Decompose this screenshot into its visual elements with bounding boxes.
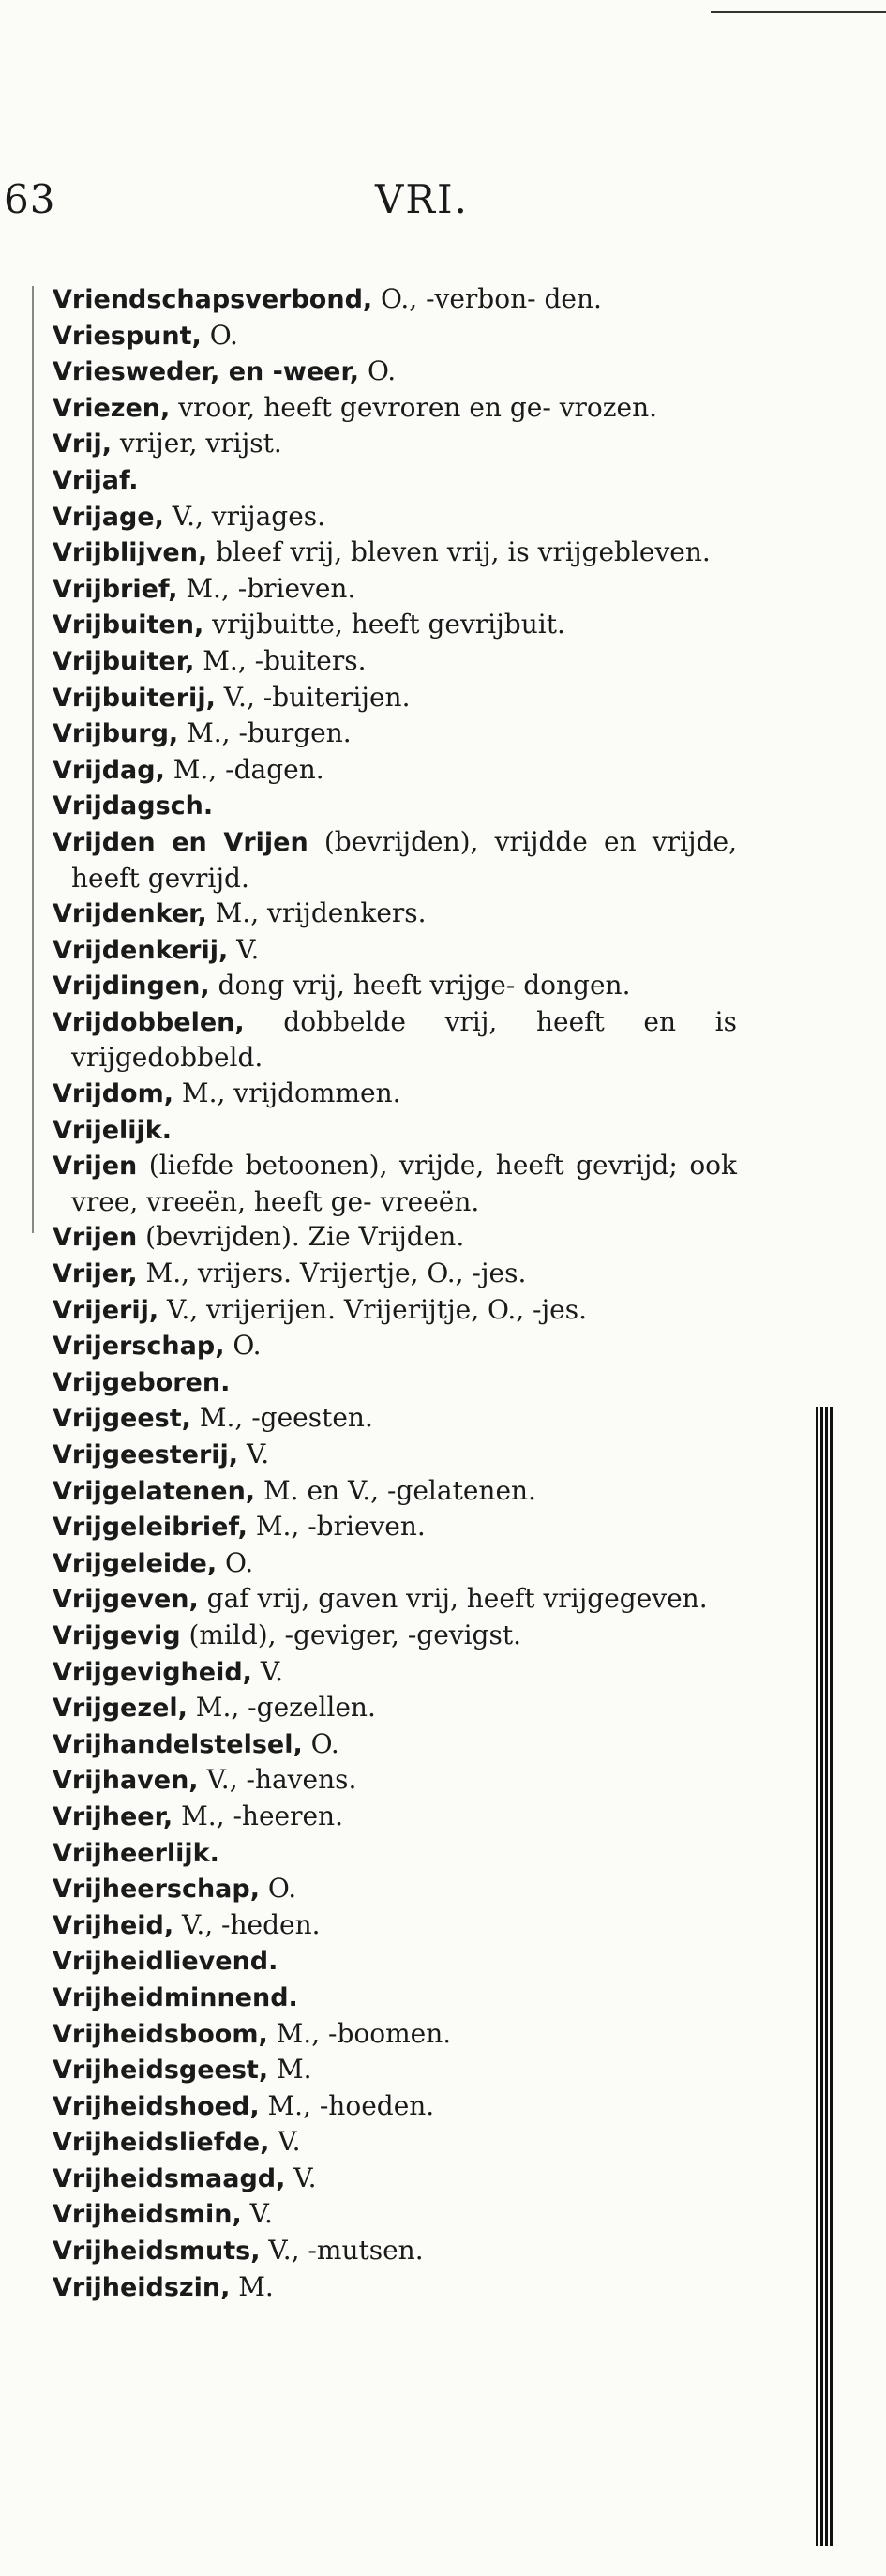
dictionary-entry xyxy=(53,932,737,969)
entry-definition: V. xyxy=(251,1655,284,1687)
entry-definition: V., vrijages. xyxy=(163,500,326,532)
entry-headword: Vriesweder, en -weer, xyxy=(53,357,360,387)
entry-definition: V. xyxy=(269,2126,301,2158)
entry-definition: M., vrijdenkers. xyxy=(206,897,427,929)
entry-definition: M., -heeren. xyxy=(173,1800,343,1831)
dictionary-entry xyxy=(53,1690,737,1726)
dictionary-entry xyxy=(53,1762,737,1799)
entry-headword: Vrijgezel, xyxy=(53,1694,188,1724)
entry-definition: O. xyxy=(359,355,397,387)
dictionary-entry xyxy=(53,1219,737,1256)
entry-headword: Vrijgeleide, xyxy=(53,1548,218,1578)
entry-definition: M., -dagen. xyxy=(164,753,324,785)
entry-headword: Vrijbuiterij, xyxy=(53,683,216,713)
entry-headword: Vrijdenkerij, xyxy=(53,935,229,965)
entry-headword: Vrijgevig xyxy=(53,1620,181,1650)
entry-headword: Vrijgeesterij, xyxy=(53,1440,239,1469)
entry-headword: Vrijelijk. xyxy=(53,1115,173,1145)
dictionary-entry xyxy=(53,535,737,571)
dictionary-entry xyxy=(53,1292,737,1329)
dictionary-entry xyxy=(53,2016,737,2053)
dictionary-entry xyxy=(53,390,737,427)
entry-headword: Vrijdom, xyxy=(53,1079,173,1109)
entry-definition: V., -havens. xyxy=(198,1764,357,1796)
dictionary-entry xyxy=(53,462,737,499)
entry-definition: M., -brieven. xyxy=(177,572,356,604)
entry-definition: M. en V., -gelatenen. xyxy=(255,1474,536,1506)
entry-headword: Vrijheerschap, xyxy=(53,1875,260,1905)
dictionary-entry xyxy=(53,1654,737,1691)
entry-headword: Vrijheidsmuts, xyxy=(53,2237,261,2267)
dictionary-entry xyxy=(53,1473,737,1510)
entry-definition: (mild), -geviger, -gevigst. xyxy=(180,1619,521,1650)
dictionary-entry xyxy=(53,571,737,608)
entry-headword: Vrijbuiter, xyxy=(53,646,195,676)
entry-headword: Vrijer, xyxy=(53,1259,138,1289)
entry-headword: Vrijgevigheid, xyxy=(53,1657,252,1687)
entry-headword: Vrijaf. xyxy=(53,465,139,495)
entry-definition: M., vrijers. Vrijertje, O., -jes. xyxy=(137,1258,527,1289)
dictionary-entry xyxy=(53,1148,737,1219)
entry-headword: Vrijheidsmin, xyxy=(53,2200,242,2230)
entry-definition: O. xyxy=(302,1727,339,1759)
entry-headword: Vrijheid, xyxy=(53,1910,174,1940)
entry-definition: V., -heden. xyxy=(173,1908,321,1940)
entry-definition: V., -buiterijen. xyxy=(215,681,411,713)
dictionary-entry xyxy=(53,1871,737,1907)
entry-headword: Vrijhandelstelsel, xyxy=(53,1729,303,1759)
dictionary-entry xyxy=(53,1943,737,1980)
entry-headword: Vrijdobbelen, xyxy=(53,1007,245,1037)
entry-headword: Vrijerschap, xyxy=(53,1332,225,1362)
dictionary-entry xyxy=(53,607,737,643)
entry-headword: Vrijheerlijk. xyxy=(53,1838,219,1868)
entry-headword: Vrijgeven, xyxy=(53,1585,199,1615)
entry-headword: Vrijdag, xyxy=(53,755,165,785)
entry-headword: Vrijhaven, xyxy=(53,1766,199,1796)
entry-headword: Vrijden en Vrijen xyxy=(53,827,308,857)
entry-definition: bleef vrij, bleven vrij, is vrijgebleven. xyxy=(207,536,711,568)
entry-headword: Vrijheer, xyxy=(53,1801,173,1831)
dictionary-entry xyxy=(53,354,737,390)
dictionary-entry xyxy=(53,2196,737,2233)
running-head: VRI. xyxy=(375,176,469,222)
left-margin-rule xyxy=(32,286,34,1233)
dictionary-entry xyxy=(53,716,737,752)
entry-headword: Vrijdenker, xyxy=(53,899,207,929)
entry-definition: M., -burgen. xyxy=(178,717,352,749)
entry-headword: Vriendschapsverbond, xyxy=(53,285,373,314)
dictionary-entry xyxy=(53,1364,737,1401)
entry-definition: (bevrijden), vrijdde en vrijde, heeft gevrijd. xyxy=(71,825,738,894)
entry-definition: O. xyxy=(217,1546,254,1578)
dictionary-entry xyxy=(53,1437,737,1473)
entry-headword: Vrijgeest, xyxy=(53,1404,191,1434)
entry-definition: M., -geesten. xyxy=(190,1402,373,1434)
entry-definition: vrijbuitte, heeft gevrijbuit. xyxy=(203,609,565,640)
entry-definition: M., -buiters. xyxy=(194,644,367,676)
entry-headword: Vrijheidszin, xyxy=(53,2272,231,2302)
entry-headword: Vrijage, xyxy=(53,502,164,532)
entry-headword: Vrijheidsmaagd, xyxy=(53,2163,286,2193)
entry-definition: M., -hoeden. xyxy=(259,2089,435,2121)
entry-definition: V. xyxy=(241,2198,273,2230)
entry-definition: V. xyxy=(285,2162,317,2193)
entry-definition: (liefde betoonen), vrijde, heeft gevrijd; ook vree, vreeën, heeft ge- vreeën. xyxy=(71,1150,737,1217)
dictionary-entry xyxy=(53,788,737,824)
dictionary-entry xyxy=(53,896,737,932)
dictionary-entry xyxy=(53,680,737,716)
entry-definition: dobbelde vrij, heeft en is vrijgedobbeld. xyxy=(71,1005,737,1074)
entry-definition: V., vrijerijen. Vrijerijtje, O., -jes. xyxy=(158,1293,588,1325)
entry-headword: Vrijgelatenen, xyxy=(53,1476,256,1506)
entry-headword: Vrijheidsgeest, xyxy=(53,2056,269,2086)
dictionary-entry xyxy=(53,1980,737,2016)
dictionary-entry xyxy=(53,1545,737,1582)
entry-definition: (bevrijden). Zie Vrijden. xyxy=(137,1221,465,1253)
entry-definition: M., vrijdommen. xyxy=(173,1077,401,1109)
page-number: 63 xyxy=(4,176,56,222)
entry-headword: Vriezen, xyxy=(53,393,171,423)
dictionary-entry xyxy=(53,2124,737,2161)
dictionary-entry xyxy=(53,752,737,789)
entry-definition: M., -brieven. xyxy=(247,1511,426,1543)
entry-definition: O., -verbon- den. xyxy=(372,283,602,314)
dictionary-entry xyxy=(53,1004,737,1076)
dictionary-entry xyxy=(53,1400,737,1437)
dictionary-entry xyxy=(53,499,737,535)
entry-definition: gaf vrij, gaven vrij, heeft vrijgegeven. xyxy=(198,1583,708,1615)
dictionary-entry xyxy=(53,1328,737,1364)
dictionary-entry xyxy=(53,1835,737,1872)
dictionary-entry xyxy=(53,2269,737,2306)
dictionary-entry xyxy=(53,1799,737,1835)
entry-headword: Vrijheidsliefde, xyxy=(53,2128,270,2158)
top-rule xyxy=(711,11,886,13)
dictionary-entry xyxy=(53,2088,737,2125)
entry-headword: Vrijen xyxy=(53,1223,138,1253)
entry-headword: Vrijheidminnend. xyxy=(53,1982,298,2012)
entry-definition: M., -gezellen. xyxy=(187,1692,376,1724)
entry-headword: Vrijen xyxy=(53,1152,138,1182)
dictionary-entry xyxy=(53,1581,737,1618)
entry-definition: M. xyxy=(230,2270,274,2302)
entry-headword: Vrijburg, xyxy=(53,719,179,749)
dictionary-entry xyxy=(53,643,737,680)
entry-headword: Vrij, xyxy=(53,429,112,459)
dictionary-entry xyxy=(53,1618,737,1654)
dictionary-entry xyxy=(53,1907,737,1944)
entry-definition: V. xyxy=(238,1439,270,1469)
dictionary-entry xyxy=(53,1076,737,1112)
dictionary-entries xyxy=(53,281,737,2305)
dictionary-entry xyxy=(53,426,737,462)
entry-definition: vrijer, vrijst. xyxy=(111,428,282,459)
dictionary-entry xyxy=(53,968,737,1004)
dictionary-entry xyxy=(53,824,737,896)
dictionary-entry xyxy=(53,2161,737,2197)
entry-headword: Vrijblijven, xyxy=(53,538,208,568)
entry-headword: Vrijdingen, xyxy=(53,972,210,1002)
dictionary-entry xyxy=(53,318,737,354)
entry-headword: Vrijbuiten, xyxy=(53,610,204,640)
dictionary-entry xyxy=(53,281,737,318)
entry-headword: Vrijerij, xyxy=(53,1295,159,1325)
dictionary-entry xyxy=(53,1112,737,1149)
entry-headword: Vrijheidshoed, xyxy=(53,2091,260,2121)
entry-headword: Vrijheidlievend. xyxy=(53,1947,278,1977)
entry-headword: Vrijheidsboom, xyxy=(53,2019,268,2049)
entry-definition: M. xyxy=(268,2054,312,2086)
entry-headword: Vrijbrief, xyxy=(53,574,178,604)
entry-headword: Vriespunt, xyxy=(53,321,202,351)
dictionary-entry xyxy=(53,1726,737,1763)
entry-definition: dong vrij, heeft vrijge- dongen. xyxy=(209,970,631,1002)
dictionary-entry xyxy=(53,2052,737,2088)
entry-definition: M., -boomen. xyxy=(267,2017,452,2049)
dictionary-entry xyxy=(53,2233,737,2269)
dictionary-entry xyxy=(53,1256,737,1292)
entry-definition: O. xyxy=(259,1873,297,1905)
entry-headword: Vrijgeboren. xyxy=(53,1367,231,1397)
entry-definition: V. xyxy=(228,933,260,965)
entry-definition: vroor, heeft gevroren en ge- vrozen. xyxy=(170,391,658,423)
entry-definition: O. xyxy=(201,319,238,351)
entry-definition: V., -mutsen. xyxy=(260,2235,424,2267)
entry-headword: Vrijgeleibrief, xyxy=(53,1513,248,1543)
entry-headword: Vrijdagsch. xyxy=(53,791,214,821)
right-binding-edge xyxy=(816,1407,833,2546)
entry-definition: O. xyxy=(224,1330,262,1362)
dictionary-entry xyxy=(53,1509,737,1545)
